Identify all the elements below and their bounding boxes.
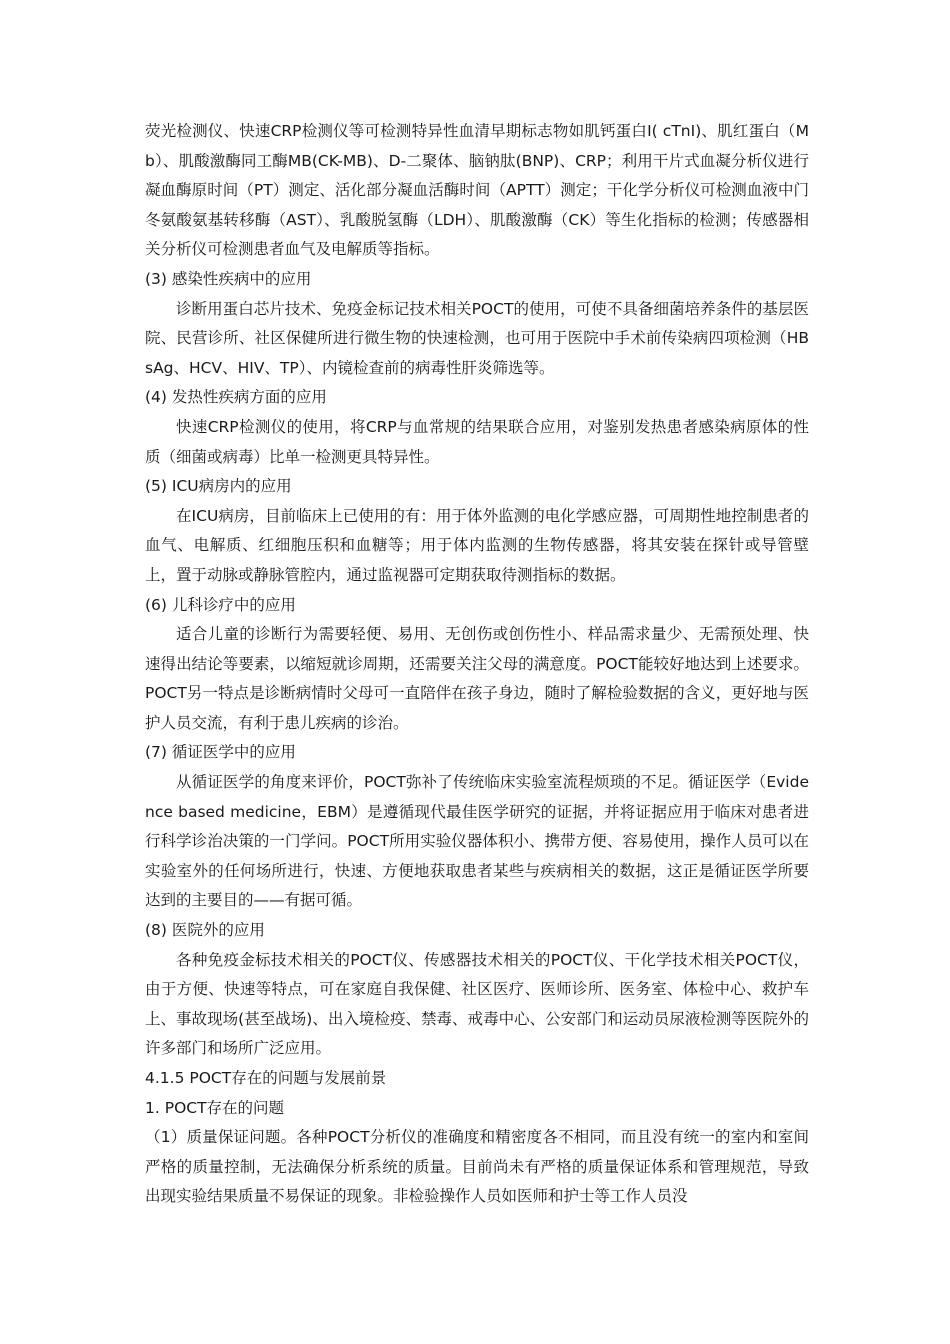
body-paragraph: （1）质量保证问题。各种POCT分析仪的准确度和精密度各不相同，而且没有统一的室内和室间严格的质量控制，无法确保分析系统的质量。目前尚未有严格的质量保证体系和管理规范，导致出现实验结果质量不易保证的现象。非检验操作人员如医师和护士等工作人员没: [145, 1128, 809, 1206]
body-paragraph: 荧光检测仪、快速CRP检测仪等可检测特异性血清早期标志物如肌钙蛋白I( cTnI)、肌红蛋白（Mb）、肌酸激酶同工酶MB(CK-MB)、D-二聚体、脑钠肽(BNP)、CRP；利用干片式血凝分析仪进行凝血酶原时间（PT）测定、活化部分凝血活酶时间（APTT）测定；干化学分析仪可检测血液中门冬氨酸氨基转移酶（AST）、乳酸脱氢酶（LDH）、肌酸激酶（CK）等生化指标的检测；传感器相关分析仪可检测患者血气及电解质等指标。: [145, 122, 809, 259]
chapter-subheading: 4.1.5 POCT存在的问题与发展前景: [145, 1069, 387, 1087]
body-paragraph: 从循证医学的角度来评价，POCT弥补了传统临床实验室流程烦琐的不足。循证医学（Evidence based medicine，EBM）是遵循现代最佳医学研究的证据，并将证据应用于临床对患者进行科学诊治决策的一门学问。POCT所用实验仪器体积小、携带方便、容易使用，操作人员可以在实验室外的任何场所进行，快速、方便地获取患者某些与疾病相关的数据，这正是循证医学所要达到的主要目的——有据可循。: [145, 773, 809, 910]
body-paragraph: 适合儿童的诊断行为需要轻便、易用、无创伤或创伤性小、样品需求量少、无需预处理、快速得出结论等要素，以缩短就诊周期，还需要关注父母的满意度。POCT能较好地达到上述要求。POCT另一特点是诊断病情时父母可一直陪伴在孩子身边，随时了解检验数据的含义，更好地与医护人员交流，有利于患儿疾病的诊治。: [145, 625, 809, 732]
section-heading: (7) 循证医学中的应用: [145, 743, 296, 762]
section-heading: (8) 医院外的应用: [145, 921, 265, 940]
body-paragraph: 在ICU病房，目前临床上已使用的有：用于体外监测的电化学感应器，可周期性地控制患者的血气、电解质、红细胞压积和血糖等；用于体内监测的生物传感器，将其安装在探针或导管壁上，置于动脉或静脉管腔内，通过监视器可定期获取待测指标的数据。: [145, 506, 809, 584]
section-heading: (4) 发热性疾病方面的应用: [145, 388, 327, 407]
section-heading: (6) 儿科诊疗中的应用: [145, 595, 296, 614]
document-page: [145, 117, 809, 1212]
body-paragraph: 各种免疫金标技术相关的POCT仪、传感器技术相关的POCT仪、干化学技术相关POCT仪，由于方便、快速等特点，可在家庭自我保健、社区医疗、医师诊所、医务室、体检中心、救护车上、事故现场(甚至战场)、出入境检疫、禁毒、戒毒中心、公安部门和运动员尿液检测等医院外的许多部门和场所广泛应用。: [145, 950, 809, 1058]
chapter-subheading: 1. POCT存在的问题: [145, 1098, 285, 1117]
body-paragraph: 快速CRP检测仪的使用，将CRP与血常规的结果联合应用，对鉴别发热患者感染病原体的性质（细菌或病毒）比单一检测更具特异性。: [145, 417, 809, 466]
body-paragraph: 诊断用蛋白芯片技术、免疫金标记技术相关POCT的使用，可使不具备细菌培养条件的基层医院、民营诊所、社区保健所进行微生物的快速检测，也可用于医院中手术前传染病四项检测（HBsAg、HCV、HIV、TP）、内镜检查前的病毒性肝炎筛选等。: [145, 299, 809, 377]
section-heading: (3) 感染性疾病中的应用: [145, 269, 312, 288]
section-heading: (5) ICU病房内的应用: [145, 477, 292, 496]
